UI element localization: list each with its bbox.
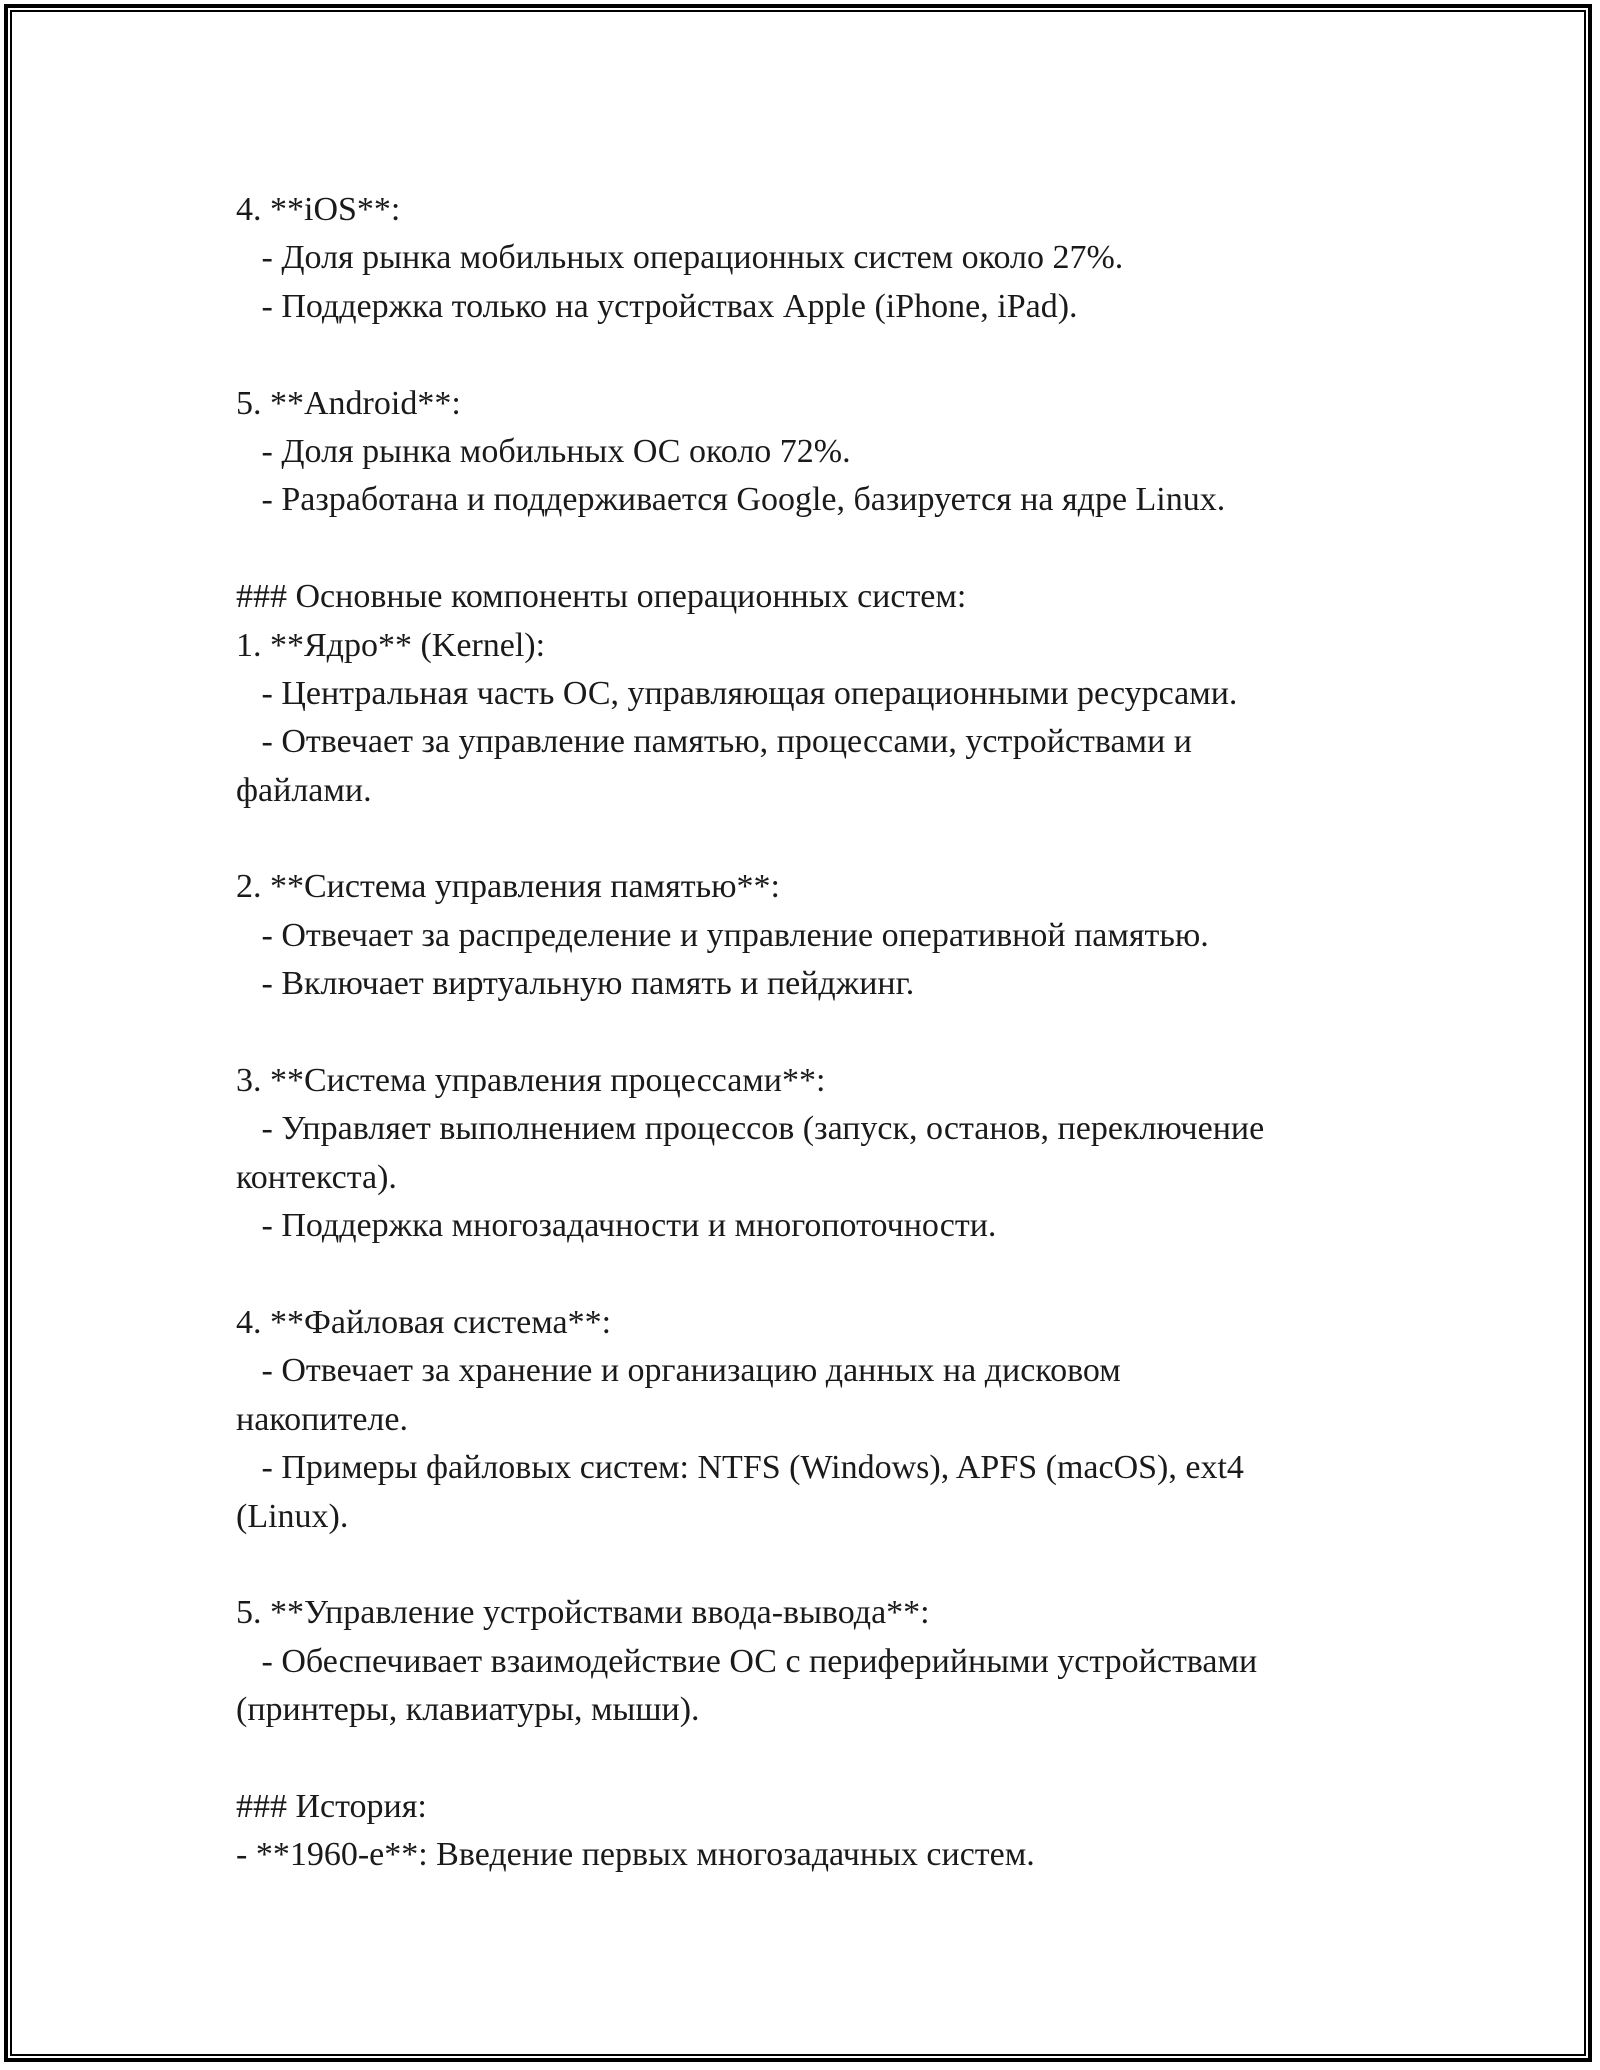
- list-item-detail: - Центральная часть ОС, управляющая операционными ресурсами.: [236, 674, 1238, 712]
- list-item-heading: 5. **Android**:: [236, 384, 461, 422]
- list-item-detail: - Поддержка многозадачности и многопоточности.: [236, 1207, 997, 1245]
- section-heading: ### Основные компоненты операционных систем:: [236, 578, 967, 616]
- list-item-detail-continuation: контекста).: [236, 1158, 397, 1196]
- list-item-detail: - Включает виртуальную память и пейджинг.: [236, 965, 915, 1003]
- list-item-heading: 4. **Файловая система**:: [236, 1303, 612, 1341]
- list-item-detail: - Отвечает за управление памятью, процессами, устройствами и: [236, 723, 1192, 761]
- list-item-detail: - Обеспечивает взаимодействие ОС с периферийными устройствами: [236, 1642, 1258, 1680]
- list-item-detail: - Отвечает за хранение и организацию данных на дисковом: [236, 1352, 1121, 1390]
- blank-line: [236, 1251, 1386, 1299]
- section-heading: ### История:: [236, 1787, 427, 1825]
- list-item-detail: - **1960-е**: Введение первых многозадачных систем.: [236, 1836, 1035, 1874]
- list-item-detail: - Примеры файловых систем: NTFS (Windows), APFS (macOS), ext4: [236, 1449, 1244, 1487]
- list-item-detail: - Доля рынка мобильных операционных систем около 27%.: [236, 239, 1124, 277]
- list-item-detail-continuation: (Linux).: [236, 1497, 349, 1535]
- list-item-heading: 4. **iOS**:: [236, 191, 401, 228]
- blank-line: [236, 331, 1386, 379]
- list-item-detail-continuation: файлами.: [236, 771, 372, 809]
- list-item-detail: - Отвечает за распределение и управление оперативной памятью.: [236, 916, 1209, 954]
- blank-line: [236, 1541, 1386, 1589]
- list-item-heading: 5. **Управление устройствами ввода-вывода**:: [236, 1594, 930, 1632]
- blank-line: [236, 1735, 1386, 1783]
- list-item-detail: - Доля рынка мобильных ОС около 72%.: [236, 432, 851, 470]
- list-item-heading: 3. **Система управления процессами**:: [236, 1062, 826, 1100]
- list-item-detail: - Разработана и поддерживается Google, базируется на ядре Linux.: [236, 481, 1226, 519]
- list-item-heading: 2. **Система управления памятью**:: [236, 868, 780, 906]
- blank-line: [236, 815, 1386, 863]
- list-item-detail: - Поддержка только на устройствах Apple (iPhone, iPad).: [236, 287, 1078, 325]
- list-item-detail: - Управляет выполнением процессов (запуск, останов, переключение: [236, 1110, 1265, 1148]
- list-item-heading: 1. **Ядро** (Kernel):: [236, 626, 546, 664]
- list-item-detail-continuation: накопителе.: [236, 1400, 408, 1438]
- document-body: [236, 186, 1386, 1880]
- blank-line: [236, 525, 1386, 573]
- blank-line: [236, 1009, 1386, 1057]
- list-item-detail-continuation: (принтеры, клавиатуры, мыши).: [236, 1691, 700, 1729]
